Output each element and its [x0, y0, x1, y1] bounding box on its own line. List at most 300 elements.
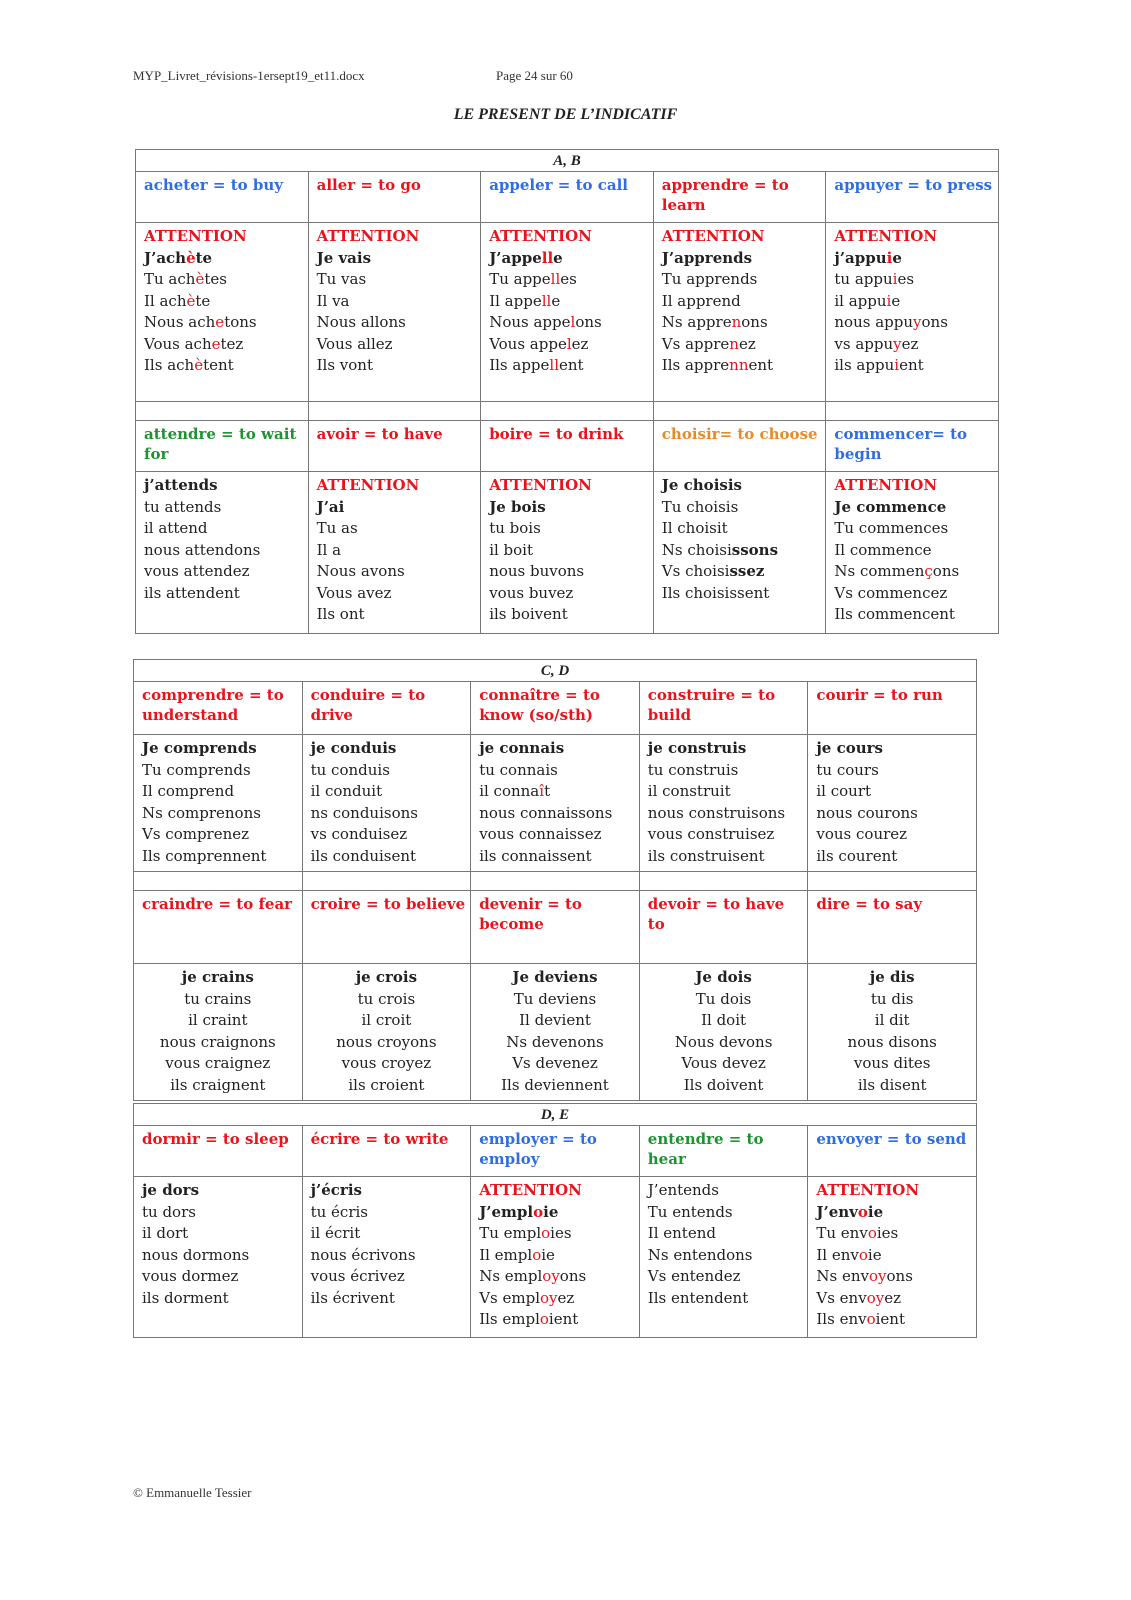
conjugation-text: Vs env: [816, 1288, 867, 1307]
conjugation-row: [136, 223, 999, 402]
conjugation-text: ATTENTION: [316, 227, 420, 245]
conjugation-text: J’env: [816, 1202, 858, 1221]
conjugation-text: Ils ach: [144, 356, 195, 374]
conjugation-text: Vous ach: [144, 334, 212, 353]
conjugation-text: Il comprend: [142, 782, 235, 800]
page-number: Page 24 sur 60: [496, 68, 573, 83]
conjugation-text: je dors: [142, 1181, 200, 1199]
conjugation-text: ATTENTION: [489, 476, 592, 494]
conjugation-text: n: [731, 313, 742, 331]
conjugation-text: Tu comprends: [142, 760, 251, 779]
conjugation-line: [816, 1223, 972, 1245]
copyright-footer: © Emmanuelle Tessier: [133, 1485, 252, 1500]
conjugation-line: [142, 824, 298, 846]
conjugation-text: ll: [541, 248, 554, 267]
conjugation-text: Ns comprenons: [142, 803, 261, 822]
conjugation-line: [662, 334, 822, 356]
conjugation-line: [479, 1266, 635, 1288]
conjugation-text: Vs entendez: [647, 1267, 741, 1285]
conjugation-text: Ils vont: [316, 356, 373, 374]
conjugation-line: [307, 1075, 467, 1097]
conjugation-text: tu dors: [142, 1202, 196, 1221]
conjugation-text: tu bois: [489, 519, 541, 537]
conjugation-line: [479, 846, 635, 868]
conjugation-line: [142, 1180, 298, 1202]
conjugation-text: J’appe: [489, 248, 542, 267]
conjugation-text: il conna: [479, 782, 540, 800]
conjugation-line: [644, 1010, 804, 1032]
conjugation-line: [662, 518, 822, 540]
conjugation-line: [834, 248, 994, 270]
conjugation-line: [816, 1202, 972, 1224]
conjugation-line: [648, 846, 804, 868]
conjugation-text: il dit: [874, 1011, 910, 1029]
conjugation-line: [834, 291, 994, 313]
conjugation-text: ATTENTION: [479, 1181, 582, 1199]
conjugation-text: je crois: [355, 968, 418, 986]
conjugation-text: y: [551, 1267, 560, 1285]
conjugation-line: [648, 824, 804, 846]
conjugation-line: [644, 1075, 804, 1097]
conjugation-line: [475, 1010, 635, 1032]
conjugation-line: [662, 583, 822, 605]
conjugation-text: t: [544, 782, 551, 800]
conjugation-text: o: [541, 1224, 551, 1242]
conjugation-text: je connais: [479, 739, 565, 757]
conjugation-text: i: [894, 356, 900, 374]
conjugation-cell: [136, 223, 309, 402]
verb-heading: appuyer = to press: [826, 172, 999, 223]
conjugation-line: [489, 518, 649, 540]
conjugation-line: [142, 760, 298, 782]
conjugation-text: nous construisons: [647, 803, 786, 822]
conjugation-line: [834, 540, 994, 562]
conjugation-text: ils disent: [857, 1075, 927, 1094]
conjugation-line: [648, 803, 804, 825]
conjugation-text: tu appu: [834, 270, 893, 288]
conjugation-line: [475, 1075, 635, 1097]
conjugation-text: nous écrivons: [310, 1245, 416, 1264]
verb-heading: dormir = to sleep: [134, 1126, 303, 1177]
conjugation-text: vous dormez: [142, 1267, 239, 1285]
verb-heading: attendre = to wait for: [136, 421, 309, 472]
conjugation-line: [648, 1180, 804, 1202]
conjugation-text: e: [553, 248, 563, 267]
conjugation-line: [648, 1223, 804, 1245]
verb-heading: acheter = to buy: [136, 172, 309, 223]
conjugation-text: te: [195, 291, 211, 310]
conjugation-text: tu cours: [816, 760, 879, 779]
verb-heading: commencer= to begin: [826, 421, 999, 472]
conjugation-line: [816, 1245, 972, 1267]
conjugation-line: [317, 355, 477, 377]
conjugation-text: ATTENTION: [834, 227, 938, 245]
conjugation-text: vous écrivez: [310, 1267, 405, 1285]
conjugation-line: [311, 738, 467, 760]
conjugation-text: Vous devez: [681, 1054, 766, 1072]
conjugation-line: [489, 604, 649, 626]
conjugation-line: [307, 1032, 467, 1054]
conjugation-text: nn: [729, 356, 749, 374]
conjugation-text: vous craignez: [165, 1054, 271, 1072]
conjugation-line: [317, 583, 477, 605]
conjugation-text: ons: [932, 562, 960, 580]
conjugation-line: [311, 1266, 467, 1288]
conjugation-text: o: [866, 1288, 876, 1307]
conjugation-line: [144, 269, 304, 291]
conjugation-text: Il a: [316, 540, 342, 559]
conjugation-text: Tu deviens: [513, 989, 597, 1008]
conjugation-line: [812, 967, 972, 989]
conjugation-cell: [639, 735, 808, 872]
conjugation-text: o: [857, 1202, 868, 1221]
conjugation-text: il dort: [142, 1224, 189, 1242]
conjugation-text: tu attends: [144, 497, 222, 516]
conjugation-text: ils construisent: [647, 846, 765, 865]
conjugation-text: Vs devenez: [512, 1054, 598, 1072]
conjugation-text: î: [539, 782, 545, 800]
conjugation-line: [644, 1053, 804, 1075]
conjugation-line: [144, 355, 304, 377]
conjugation-text: ie: [867, 1245, 882, 1264]
conjugation-cell: [481, 223, 654, 402]
conjugation-line: [816, 760, 972, 782]
conjugation-text: ils connaissent: [479, 846, 592, 865]
conjugation-line: [311, 1245, 467, 1267]
conjugation-line: [662, 355, 822, 377]
conjugation-line: [479, 824, 635, 846]
conjugation-text: ll: [541, 291, 552, 310]
conjugation-text: è: [195, 270, 205, 288]
conjugation-line: [317, 269, 477, 291]
conjugation-text: ils courent: [816, 846, 898, 865]
conjugation-line: [475, 1053, 635, 1075]
conjugation-text: tu écris: [310, 1202, 368, 1221]
conjugation-cell: [808, 964, 977, 1101]
conjugation-line: [142, 1245, 298, 1267]
conjugation-text: e: [215, 313, 225, 331]
conjugation-text: Ils choisissent: [661, 583, 770, 602]
conjugation-cell: [302, 1177, 471, 1338]
conjugation-line: [648, 781, 804, 803]
conjugation-text: nous dormons: [142, 1245, 250, 1264]
conjugation-line: [644, 1032, 804, 1054]
conjugation-text: ils appu: [834, 356, 895, 374]
conjugation-line: [138, 1032, 298, 1054]
conjugation-text: Vous appe: [489, 334, 567, 353]
conjugation-text: e: [211, 334, 221, 353]
conjugation-line: [317, 497, 477, 519]
conjugation-line: [138, 1075, 298, 1097]
conjugation-text: y: [549, 1288, 558, 1307]
conjugation-text: vous croyez: [341, 1054, 432, 1072]
conjugation-text: Ns choisi: [661, 540, 732, 559]
conjugation-line: [662, 497, 822, 519]
conjugation-row: [134, 964, 977, 1101]
conjugation-text: Tu vas: [316, 270, 367, 288]
document-filename: MYP_Livret_révisions-1ersept19_et11.docx: [133, 68, 365, 83]
conjugation-text: il croit: [361, 1011, 412, 1029]
conjugation-line: [142, 781, 298, 803]
spacer-cell: [653, 402, 826, 421]
conjugation-text: Nous ach: [144, 313, 216, 331]
conjugation-table-d-e: [133, 1103, 977, 1338]
spacer-cell: [481, 402, 654, 421]
conjugation-text: nous craignons: [159, 1032, 276, 1051]
conjugation-text: Vs empl: [479, 1288, 540, 1307]
conjugation-line: [479, 1223, 635, 1245]
conjugation-text: e: [892, 248, 902, 267]
conjugation-text: e: [891, 291, 901, 310]
verb-heading: devenir = to become: [471, 891, 640, 964]
conjugation-line: [475, 1032, 635, 1054]
conjugation-text: tu conduis: [310, 760, 390, 779]
verb-heading: devoir = to have to: [639, 891, 808, 964]
conjugation-text: Nous devons: [674, 1032, 773, 1051]
conjugation-line: [144, 561, 304, 583]
conjugation-text: Tu empl: [479, 1224, 542, 1242]
conjugation-line: [142, 1223, 298, 1245]
conjugation-text: nous disons: [847, 1032, 937, 1051]
conjugation-text: Tu entends: [647, 1202, 733, 1221]
conjugation-text: Ils env: [816, 1310, 867, 1328]
conjugation-text: je dis: [869, 968, 915, 986]
conjugation-text: j’attends: [144, 476, 218, 494]
conjugation-cell: [653, 223, 826, 402]
conjugation-line: [489, 269, 649, 291]
conjugation-text: Vs appre: [661, 334, 730, 353]
conjugation-line: [662, 291, 822, 313]
conjugation-text: tu dis: [870, 989, 914, 1008]
conjugation-line: [644, 967, 804, 989]
conjugation-text: ATTENTION: [316, 476, 420, 494]
verb-heading: craindre = to fear: [134, 891, 303, 964]
conjugation-text: o: [540, 1288, 550, 1307]
conjugation-text: tes: [204, 270, 227, 288]
conjugation-line: [834, 561, 994, 583]
conjugation-text: Tu commences: [834, 519, 949, 537]
conjugation-line: [142, 1288, 298, 1310]
verb-heading: boire = to drink: [481, 421, 654, 472]
conjugation-cell: [471, 964, 640, 1101]
conjugation-text: Ils doivent: [683, 1075, 764, 1094]
conjugation-line: [816, 803, 972, 825]
verb-heading: conduire = to drive: [302, 682, 471, 735]
conjugation-line: [311, 1180, 467, 1202]
conjugation-text: Vous avez: [316, 583, 392, 602]
conjugation-text: o: [533, 1202, 544, 1221]
conjugation-line: [138, 967, 298, 989]
conjugation-text: Ils deviennent: [501, 1075, 609, 1094]
conjugation-cell: [136, 472, 309, 634]
conjugation-line: [489, 312, 649, 334]
conjugation-text: Nous appe: [489, 313, 571, 331]
conjugation-text: o: [867, 1224, 877, 1242]
conjugation-line: [311, 1223, 467, 1245]
verb-row: [136, 421, 999, 472]
conjugation-text: Il doit: [701, 1011, 747, 1029]
section-heading: A, B: [136, 150, 999, 172]
conjugation-line: [138, 989, 298, 1011]
conjugation-cell: [302, 964, 471, 1101]
conjugation-line: [142, 1202, 298, 1224]
conjugation-line: [816, 1180, 972, 1202]
conjugation-text: ils attendent: [144, 583, 240, 602]
conjugation-line: [479, 781, 635, 803]
conjugation-line: [489, 248, 649, 270]
section-heading: C, D: [134, 660, 977, 682]
conjugation-text: ie: [867, 1202, 884, 1221]
verb-heading: apprendre = to learn: [653, 172, 826, 223]
conjugation-line: [142, 846, 298, 868]
conjugation-text: je cours: [816, 739, 883, 757]
conjugation-line: [144, 540, 304, 562]
conjugation-text: Vous allez: [316, 334, 393, 353]
conjugation-line: [648, 1288, 804, 1310]
conjugation-text: o: [868, 1267, 879, 1285]
conjugation-text: Ils appre: [661, 356, 730, 374]
conjugation-line: [144, 475, 304, 497]
conjugation-text: Ils comprennent: [142, 846, 267, 865]
conjugation-line: [479, 1245, 635, 1267]
conjugation-cell: [134, 964, 303, 1101]
conjugation-text: il construit: [647, 782, 731, 800]
conjugation-text: Ns devenons: [506, 1032, 604, 1051]
conjugation-text: Il env: [816, 1245, 859, 1264]
conjugation-line: [489, 540, 649, 562]
conjugation-text: il attend: [144, 519, 208, 537]
conjugation-line: [816, 781, 972, 803]
conjugation-line: [812, 1010, 972, 1032]
conjugation-line: [307, 967, 467, 989]
conjugation-line: [662, 312, 822, 334]
conjugation-line: [311, 760, 467, 782]
conjugation-line: [834, 269, 994, 291]
conjugation-line: [479, 1180, 635, 1202]
conjugation-line: [317, 604, 477, 626]
conjugation-text: ons: [741, 313, 768, 331]
conjugation-text: Ils commencent: [834, 605, 955, 623]
verb-heading: choisir= to choose: [653, 421, 826, 472]
conjugation-line: [479, 803, 635, 825]
spacer-cell: [826, 402, 999, 421]
conjugation-text: Tu appe: [489, 270, 551, 288]
conjugation-text: Il appe: [489, 291, 542, 310]
conjugation-text: Il commence: [834, 540, 932, 559]
conjugation-line: [475, 967, 635, 989]
conjugation-line: [479, 1309, 635, 1331]
conjugation-line: [138, 1053, 298, 1075]
conjugation-line: [834, 312, 994, 334]
conjugation-line: [317, 248, 477, 270]
conjugation-line: [648, 1245, 804, 1267]
conjugation-text: l: [566, 334, 572, 353]
conjugation-line: [834, 334, 994, 356]
conjugation-text: ent: [748, 356, 774, 374]
conjugation-text: ons: [886, 1267, 913, 1285]
verb-row: [136, 172, 999, 223]
conjugation-text: ies: [550, 1224, 572, 1242]
conjugation-text: o: [866, 1310, 876, 1328]
conjugation-text: ons: [559, 1267, 587, 1285]
conjugation-text: ATTENTION: [661, 227, 765, 245]
conjugation-text: J’entends: [647, 1181, 719, 1199]
conjugation-line: [489, 334, 649, 356]
conjugation-text: ç: [924, 562, 933, 580]
conjugation-text: vous buvez: [489, 583, 574, 602]
conjugation-text: ll: [549, 356, 560, 374]
verb-heading: croire = to believe: [302, 891, 471, 964]
conjugation-cell: [302, 735, 471, 872]
conjugation-text: Je deviens: [512, 968, 598, 986]
conjugation-line: [317, 334, 477, 356]
conjugation-line: [489, 291, 649, 313]
conjugation-cell: [639, 964, 808, 1101]
conjugation-line: [317, 475, 477, 497]
conjugation-text: Je commence: [834, 497, 947, 516]
conjugation-line: [144, 497, 304, 519]
conjugation-cell: [481, 472, 654, 634]
conjugation-line: [834, 518, 994, 540]
conjugation-text: Nous avons: [316, 562, 405, 580]
conjugation-line: [307, 989, 467, 1011]
conjugation-line: [816, 738, 972, 760]
conjugation-text: y: [878, 1267, 887, 1285]
conjugation-text: je conduis: [310, 739, 397, 757]
verb-heading: appeler = to call: [481, 172, 654, 223]
spacer-cell: [808, 872, 977, 891]
conjugation-text: Ns appre: [661, 313, 732, 331]
conjugation-text: nous buvons: [489, 562, 585, 580]
conjugation-text: ils croient: [348, 1075, 425, 1094]
conjugation-text: vous dites: [853, 1054, 931, 1072]
verb-heading: entendre = to hear: [639, 1126, 808, 1177]
verb-heading: aller = to go: [308, 172, 481, 223]
conjugation-line: [816, 1288, 972, 1310]
conjugation-text: nous connaissons: [479, 803, 613, 822]
conjugation-text: è: [186, 248, 196, 267]
conjugation-text: ssons: [731, 540, 779, 559]
conjugation-text: Il entend: [647, 1224, 716, 1242]
conjugation-text: il conduit: [310, 782, 383, 800]
conjugation-text: Il apprend: [661, 291, 741, 310]
conjugation-text: ez: [738, 334, 756, 353]
conjugation-text: i: [886, 248, 893, 267]
conjugation-text: nous courons: [816, 803, 918, 822]
conjugation-line: [317, 540, 477, 562]
conjugation-text: n: [729, 334, 739, 353]
conjugation-line: [144, 248, 304, 270]
conjugation-text: Ns commen: [834, 562, 925, 580]
conjugation-line: [489, 561, 649, 583]
conjugation-text: tons: [224, 313, 257, 331]
conjugation-line: [479, 760, 635, 782]
conjugation-text: il craint: [188, 1011, 248, 1029]
conjugation-line: [816, 1309, 972, 1331]
spacer-cell: [136, 402, 309, 421]
conjugation-text: o: [542, 1267, 552, 1285]
conjugation-line: [816, 1266, 972, 1288]
verb-heading: connaître = to know (so/sth): [471, 682, 640, 735]
conjugation-line: [812, 1032, 972, 1054]
conjugation-text: tu crains: [184, 989, 252, 1008]
conjugation-line: [648, 760, 804, 782]
conjugation-line: [489, 355, 649, 377]
conjugation-line: [662, 269, 822, 291]
conjugation-text: vous construisez: [647, 825, 775, 843]
conjugation-line: [311, 824, 467, 846]
conjugation-text: Ils empl: [479, 1310, 540, 1328]
